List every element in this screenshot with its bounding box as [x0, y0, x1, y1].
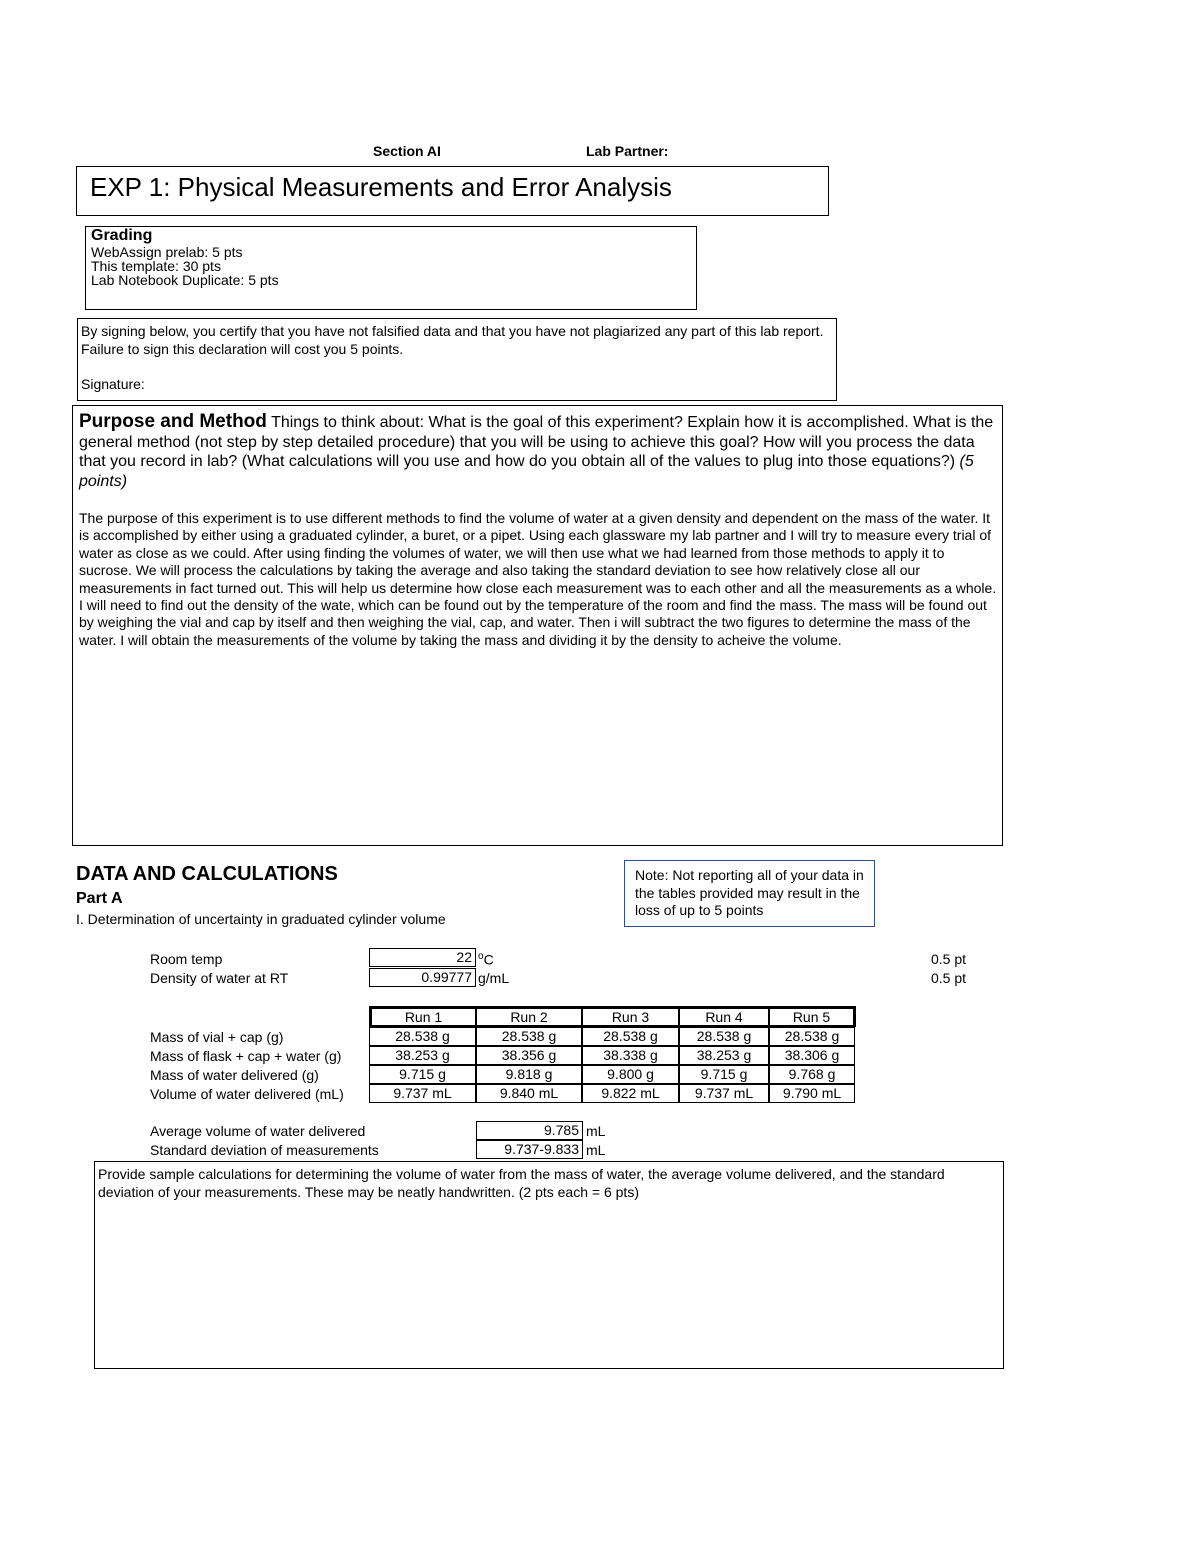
purpose-points: (5 points)	[79, 453, 974, 490]
run-header: Run 1	[371, 1008, 476, 1027]
table-cell: 38.253 g	[679, 1046, 769, 1065]
density-points: 0.5 pt	[931, 970, 967, 986]
table-cell: 9.715 g	[679, 1065, 769, 1084]
certification-box	[77, 318, 837, 401]
stdev-unit: mL	[586, 1142, 606, 1158]
grading-item: This template: 30 pts	[91, 258, 221, 274]
grading-item: Lab Notebook Duplicate: 5 pts	[91, 272, 279, 288]
room-temp-label: Room temp	[150, 951, 223, 967]
room-temp-unit	[478, 951, 494, 968]
grading-item: WebAssign prelab: 5 pts	[91, 244, 243, 260]
table-cell: 9.768 g	[769, 1065, 855, 1084]
stdev-value: 9.737-9.833	[476, 1140, 583, 1159]
table-cell: 28.538 g	[476, 1027, 582, 1046]
note-text: Note: Not reporting all of your data in the tables provided may result in the loss of up to 5 points	[635, 867, 864, 919]
table-cell: 9.800 g	[582, 1065, 679, 1084]
note-box	[624, 860, 875, 927]
table-cell: 9.822 mL	[582, 1084, 679, 1103]
purpose-answer: The purpose of this experiment is to use different methods to find the volume of water at a given density and dependent on the mass of the water. It is accomplished by either using a graduated cylinder, a buret, or a pipet. Using each glassware my lab partner and I will try to measure every trial of water as close as we could. After using finding the volumes of water, we will then use what we had learned from those methods to apply it to sucrose. We will process the calculations by taking the average and also taking the standard deviation to see how relatively close all our measurements in fact turned out. This will help us determine how close each measurement was to each other and all the measurements as a whole. I will need to find out the density of the wate, which can be found out by the temperature of the room and find the mass. The mass will be found out by weighing the vial and cap by itself and then weighing the vial, cap, and water. Then i will subtract the two figures to determine the mass of the water. I will obtain the measurements of the volume by taking the mass and dividing it by the density to acheive the volume.	[79, 510, 997, 648]
grading-title: Grading	[91, 227, 153, 244]
stdev-label: Standard deviation of measurements	[150, 1142, 379, 1158]
average-unit: mL	[586, 1123, 606, 1139]
lab-partner-label: Lab Partner:	[586, 143, 669, 159]
sample-calculations-box	[94, 1161, 1004, 1369]
run-header: Run 2	[476, 1008, 582, 1027]
table-cell: 9.790 mL	[769, 1084, 855, 1103]
table-cell: 38.338 g	[582, 1046, 679, 1065]
part-a-subtitle: I. Determination of uncertainty in graduated cylinder volume	[76, 911, 446, 927]
grading-box	[85, 226, 697, 310]
table-cell: 9.715 g	[369, 1065, 476, 1084]
table-cell: 9.737 mL	[369, 1084, 476, 1103]
density-value: 0.99777	[369, 968, 476, 987]
table-cell: 28.538 g	[769, 1027, 855, 1046]
part-a-title: Part A	[76, 890, 123, 907]
purpose-box	[72, 405, 1003, 846]
room-temp-points: 0.5 pt	[931, 951, 967, 967]
run-header: Run 4	[679, 1008, 769, 1027]
purpose-heading: Purpose and Method	[79, 411, 267, 432]
title-box	[76, 166, 829, 216]
data-section-title: DATA AND CALCULATIONS	[76, 863, 338, 885]
signature-label: Signature:	[81, 376, 145, 392]
run-header: Run 3	[582, 1008, 679, 1027]
table-cell: 9.818 g	[476, 1065, 582, 1084]
page-title: EXP 1: Physical Measurements and Error Analysis	[90, 172, 672, 202]
sample-calculations-text: Provide sample calculations for determining the volume of water from the mass of water, the average volume delivered, and the standard deviation of your measurements. These may be neatly handwritten. (2 pts each = 6 pts)	[98, 1166, 945, 1200]
density-label: Density of water at RT	[150, 970, 289, 986]
table-cell: 38.253 g	[369, 1046, 476, 1065]
purpose-prompt-text: Things to think about: What is the goal of this experiment? Explain how it is accomplished. What is the general method (not step by step detailed procedure) that you will be using to achieve this goal? How will you process the data that you record in lab? (What calculations will you use and how do you obtain all of the values to plug into those equations?)	[79, 414, 994, 470]
degree-symbol: o	[478, 951, 484, 962]
table-cell: 9.737 mL	[679, 1084, 769, 1103]
average-label: Average volume of water delivered	[150, 1123, 366, 1139]
row-label-volume-water: Volume of water delivered (mL)	[150, 1086, 344, 1102]
table-cell: 28.538 g	[369, 1027, 476, 1046]
table-cell: 9.840 mL	[476, 1084, 582, 1103]
row-label-flask-cap-water: Mass of flask + cap + water (g)	[150, 1048, 342, 1064]
table-cell: 28.538 g	[582, 1027, 679, 1046]
section-label: Section AI	[373, 143, 441, 159]
row-label-mass-water: Mass of water delivered (g)	[150, 1067, 319, 1083]
purpose-prompt	[79, 412, 994, 491]
celsius-unit: C	[483, 951, 494, 968]
table-cell: 38.306 g	[769, 1046, 855, 1065]
table-cell: 28.538 g	[679, 1027, 769, 1046]
density-unit: g/mL	[478, 970, 510, 986]
row-label-vial-cap: Mass of vial + cap (g)	[150, 1029, 284, 1045]
room-temp-value: 22	[369, 948, 476, 967]
average-value: 9.785	[476, 1121, 583, 1140]
run-header: Run 5	[769, 1008, 854, 1027]
certification-text: By signing below, you certify that you have not falsified data and that you have not plagiarized any part of this lab report. Failure to sign this declaration will cost you 5 points.	[81, 323, 824, 357]
table-cell: 38.356 g	[476, 1046, 582, 1065]
